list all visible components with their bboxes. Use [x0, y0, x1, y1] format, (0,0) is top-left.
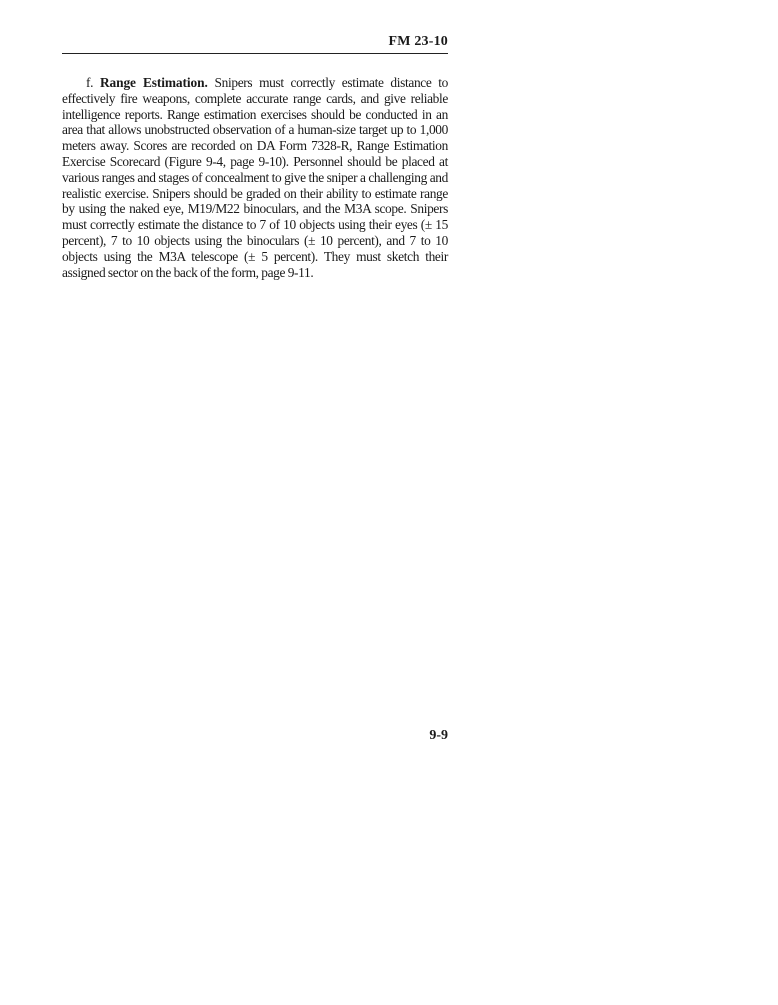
page-header	[62, 34, 448, 52]
paragraph-range-estimation	[62, 75, 448, 280]
paragraph-body: Snipers must correctly estimate distance to effectively fire weapons, complete accurate range cards, and give reliable intelligence reports. Range estimation exercises should be conducted in an area that allows unobstructed observation of a human-size target up to 1,000 meters away. Scores are recorded on DA Form 7328-R, Range Estimation Exercise Scorecard (Figure 9-4, page 9-10). Personnel should be placed at various ranges and stages of concealment to give the sniper a challenging and realistic exercise. Snipers should be graded on their ability to estimate range by using the naked eye, M19/M22 binoculars, and the M3A scope. Snipers must correctly estimate the distance to 7 of 10 objects using their eyes (± 15 percent), 7 to 10 objects using the binoculars (± 10 percent), and 7 to 10 objects using the M3A telescope (± 5 percent). They must sketch their assigned sector on the back of the form, page 9-11.	[62, 75, 449, 280]
paragraph-heading: Range Estimation.	[99, 75, 208, 90]
header-rule	[62, 53, 448, 54]
page-number: 9-9	[429, 728, 448, 743]
main-content	[62, 75, 448, 280]
document-id: FM 23-10	[388, 34, 448, 49]
paragraph-marker: f.	[86, 75, 94, 90]
